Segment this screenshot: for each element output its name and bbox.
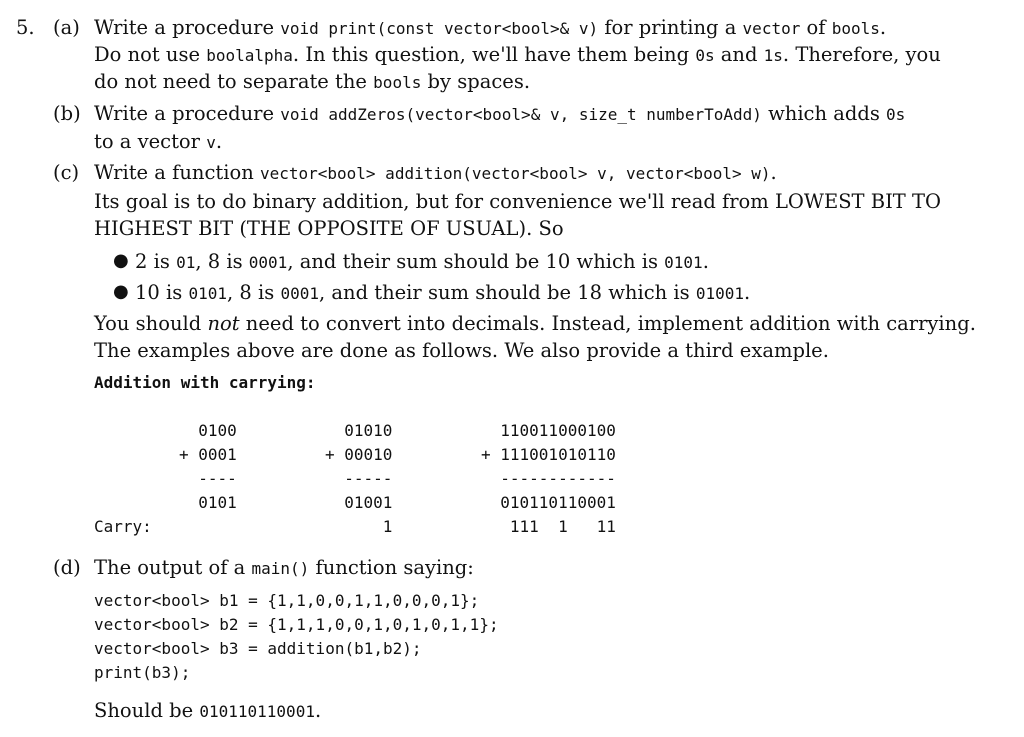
- example-1-addend: + 0001: [179, 445, 237, 464]
- example-3-top: 110011000100: [481, 421, 616, 440]
- example-3-carry: 111 1 11: [481, 517, 616, 536]
- code-inline: bools: [373, 73, 422, 92]
- part-b-line-2: [94, 132, 222, 152]
- text: Write a function: [94, 161, 260, 184]
- part-a-label: (a): [53, 16, 80, 39]
- example-3-rule: ------------: [481, 469, 616, 488]
- text: 2 is: [135, 250, 177, 273]
- text: .: [770, 161, 777, 184]
- text: Do not use: [94, 43, 207, 66]
- text: . In this question, we'll have them being: [292, 43, 696, 66]
- code-inline: bools: [831, 19, 880, 38]
- text: do not need to separate the: [94, 70, 374, 93]
- code-line-1: vector<bool> b1 = {1,1,0,0,1,1,0,0,0,1};: [94, 591, 480, 610]
- text: .: [215, 130, 223, 153]
- code-inline: 01: [176, 253, 196, 272]
- part-d-label: (d): [53, 556, 81, 579]
- code-inline: 0101: [188, 284, 227, 303]
- code-line-2: vector<bool> b2 = {1,1,1,0,0,1,0,1,0,1,1};: [94, 615, 499, 634]
- code-inline: 1s: [763, 46, 783, 65]
- example-2-rule: -----: [325, 469, 393, 488]
- text: Should be: [94, 699, 200, 722]
- part-a-line-2: [94, 45, 941, 65]
- text: to a vector: [94, 130, 207, 153]
- text: for printing a: [598, 16, 743, 39]
- example-2-carry: 1: [325, 517, 393, 536]
- example-1-top: 0100: [179, 421, 237, 440]
- text: .: [744, 281, 751, 304]
- text: , and their sum should be 18 which is: [318, 281, 696, 304]
- text: function saying:: [309, 556, 474, 579]
- code-inline: main(): [251, 559, 310, 578]
- text: Write a procedure: [94, 16, 281, 39]
- code-signature: void print(const vector<bool>& v): [280, 19, 599, 38]
- example-1-sum: 0101: [179, 493, 237, 512]
- code-inline: boolalpha: [206, 46, 293, 65]
- example-2-sum: 01001: [325, 493, 393, 512]
- code-line-3: vector<bool> b3 = addition(b1,b2);: [94, 639, 422, 658]
- example-2-top: 01010: [325, 421, 393, 440]
- part-c-label: (c): [53, 161, 80, 184]
- problem-number: 5.: [16, 16, 35, 39]
- text: You should: [94, 312, 208, 335]
- bullet-item-1: [135, 252, 709, 272]
- part-d-result: [94, 701, 321, 721]
- code-inline: 01001: [695, 284, 744, 303]
- code-inline: 0s: [886, 105, 906, 124]
- code-inline: vector: [742, 19, 801, 38]
- text: The output of a: [94, 556, 252, 579]
- code-inline: 0101: [664, 253, 703, 272]
- code-line-4: print(b3);: [94, 663, 191, 682]
- code-signature: vector<bool> addition(vector<bool> v, vector<bool> w): [259, 164, 771, 183]
- text: , 8 is: [227, 281, 281, 304]
- addition-heading: Addition with carrying:: [94, 373, 316, 392]
- text: , and their sum should be 10 which is: [287, 250, 665, 273]
- part-a-line-1: [94, 18, 886, 38]
- code-signature: void addZeros(vector<bool>& v, size_t numberToAdd): [280, 105, 762, 124]
- text: .: [314, 699, 322, 722]
- part-b-line-1: [94, 104, 905, 124]
- text: Write a procedure: [94, 102, 281, 125]
- bullet-dot: ●: [113, 281, 129, 302]
- code-inline: 0001: [248, 253, 288, 272]
- text: which adds: [761, 102, 887, 125]
- example-1-rule: ----: [179, 469, 237, 488]
- code-inline: 010110110001: [199, 702, 315, 721]
- text: .: [702, 250, 709, 273]
- emphasis: not: [207, 312, 240, 335]
- example-2-addend: + 00010: [325, 445, 393, 464]
- text: , 8 is: [195, 250, 249, 273]
- text: .: [879, 16, 887, 39]
- part-b-label: (b): [53, 102, 81, 125]
- part-c-line-4: [94, 314, 976, 334]
- part-c-line-5: The examples above are done as follows. We also provide a third example.: [94, 339, 829, 362]
- text: by spaces.: [421, 70, 531, 93]
- example-3-sum: 010110110001: [481, 493, 616, 512]
- carry-label: Carry:: [94, 517, 152, 536]
- text: 10 is: [135, 281, 189, 304]
- part-d-line-1: [94, 558, 474, 578]
- text: need to convert into decimals. Instead, implement addition with carrying.: [239, 312, 976, 335]
- example-3-addend: + 111001010110: [481, 445, 616, 464]
- code-inline: 0s: [695, 46, 715, 65]
- code-inline: v: [206, 133, 216, 152]
- code-inline: 0001: [280, 284, 319, 303]
- bullet-dot: ●: [113, 250, 129, 271]
- part-c-line-1: [94, 163, 777, 183]
- bullet-item-2: [135, 283, 750, 303]
- part-a-line-3: [94, 72, 530, 92]
- part-c-line-2: Its goal is to do binary addition, but for convenience we'll read from LOWEST BIT TO: [94, 190, 941, 213]
- text: . Therefore, you: [782, 43, 941, 66]
- text: and: [714, 43, 764, 66]
- example-1-carry: [179, 519, 237, 535]
- text: of: [800, 16, 832, 39]
- part-c-line-3: HIGHEST BIT (THE OPPOSITE OF USUAL). So: [94, 217, 564, 240]
